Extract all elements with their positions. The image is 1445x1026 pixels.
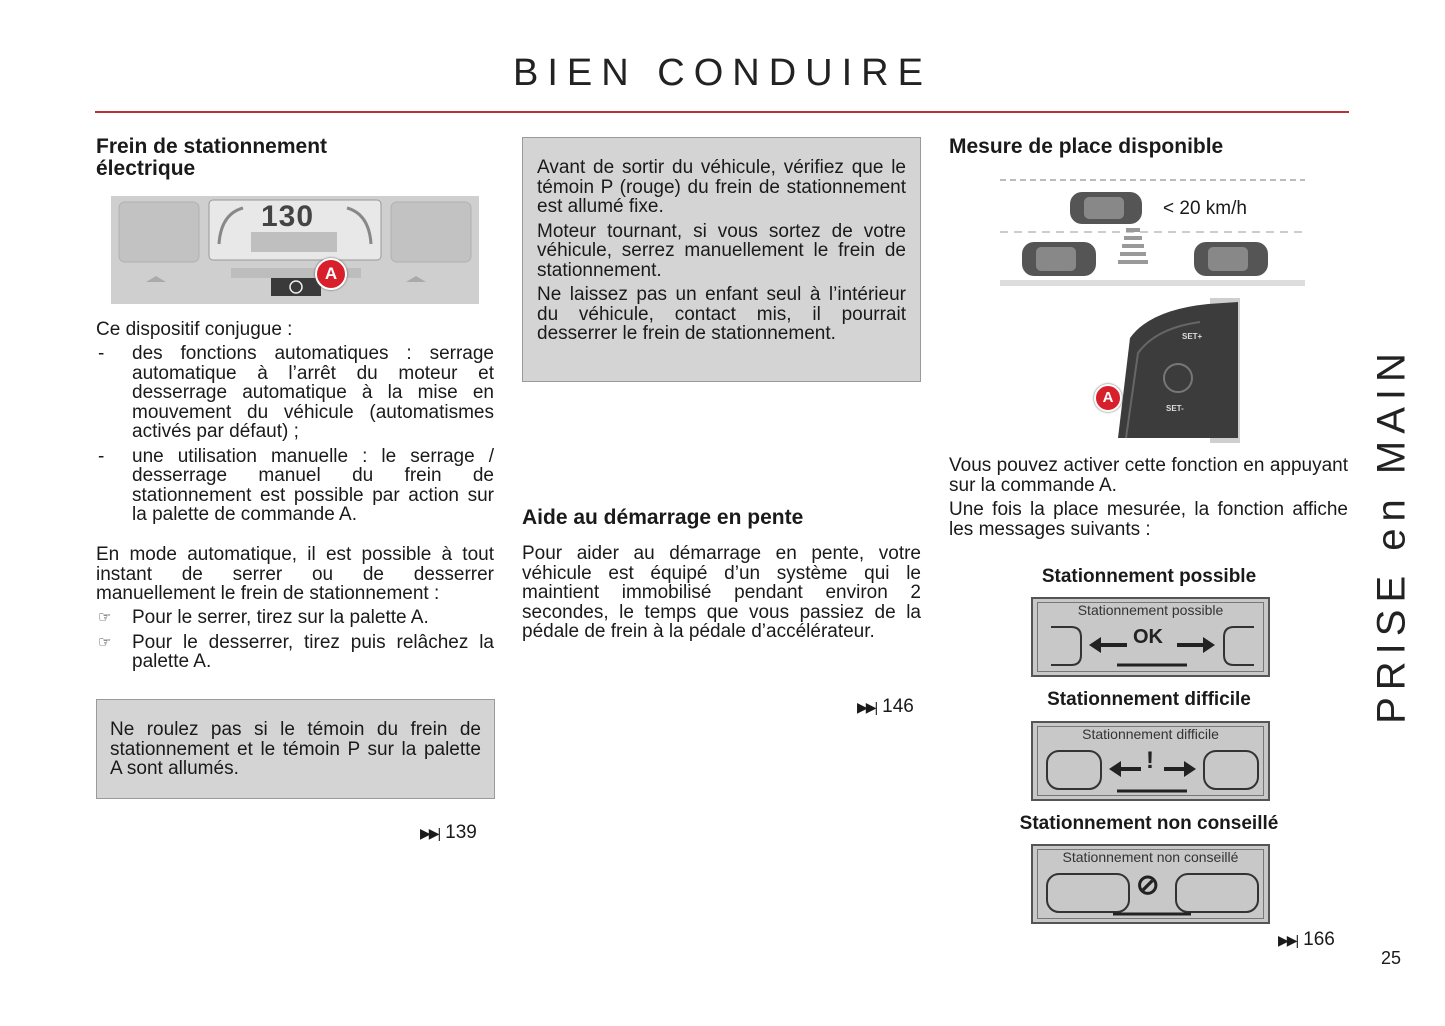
marker-a-badge: A	[1094, 384, 1122, 412]
page-reference-166[interactable]: ▶▶| 166	[1278, 929, 1335, 950]
list-item: ☞ Pour le serrer, tirez sur la palette A.	[98, 607, 429, 628]
stalk-control-figure	[1090, 298, 1240, 443]
marker-a-badge: A	[315, 258, 347, 290]
activation-paragraph: Vous pouvez activer cette fonction en appuyant sur la commande A.	[949, 455, 1348, 496]
page-number: 25	[1381, 948, 1402, 968]
intro-text: Ce dispositif conjugue :	[96, 319, 293, 340]
display-parking-not-advised: Stationnement non conseillé ⊘	[1031, 844, 1270, 924]
messages-paragraph: Une fois la place mesurée, la fonction affiche les messages suivants :	[949, 499, 1348, 540]
speed-readout: 130	[261, 200, 315, 233]
state-heading-not-advised: Stationnement non conseillé	[1019, 813, 1279, 834]
brake-actions-list	[96, 608, 494, 677]
skip-forward-icon: ▶▶|	[1278, 932, 1298, 948]
parked-car-right-icon	[1194, 242, 1268, 276]
section-heading-parking-brake: Frein de stationnement électrique	[96, 135, 328, 180]
warning-note-box: Ne roulez pas si le témoin du frein de stationnement et le témoin P sur la palette A sont allumés.	[96, 699, 495, 799]
parking-space-diagram	[1000, 172, 1305, 290]
section-heading-space-measure: Mesure de place disponible	[949, 135, 1224, 158]
list-item: ☞ Pour le desserrer, tirez puis relâchez la palette A.	[98, 631, 494, 672]
list-item: - une utilisation manuelle : le serrage / desserrage manuel du frein de stationnement est possible par action sur la palette de commande A.	[98, 445, 494, 525]
sensor-waves-icon	[1118, 228, 1148, 264]
state-heading-difficult: Stationnement difficile	[1047, 689, 1251, 710]
hill-start-paragraph: Pour aider au démarrage en pente, votre véhicule est équipé d’un système qui le maintient immobilisé pendant environ 2 secondes, le temps que vous passiez de la pédale de frein à la pédale d’accélérateur.	[522, 543, 921, 642]
pointing-hand-icon: ☞	[98, 609, 112, 626]
list-item: - des fonctions automatiques : serrage automatique à l’arrêt du moteur et desserrage automatique à la mise en mouvement du véhicule (automatismes activés par défaut) ;	[98, 343, 494, 442]
page-title: BIEN CONDUIRE	[513, 52, 932, 94]
warning-exclamation-icon: !	[1146, 747, 1154, 774]
skip-forward-icon: ▶▶|	[857, 699, 877, 715]
state-heading-possible: Stationnement possible	[1041, 566, 1257, 587]
info-box: Avant de sortir du véhicule, vérifiez que le témoin P (rouge) du frein de stationnement est allumé fixe. Moteur tournant, si vous sortez de votre véhicule, serrez manuellement le frein de stationnement. Ne laissez pas un enfant seul à l’intérieur du véhicule, contact mis, il pourrait desserrer le frein de stationnement.	[522, 137, 921, 382]
display-parking-difficult: Stationnement difficile !	[1031, 721, 1270, 801]
pointing-hand-icon: ☞	[98, 633, 112, 651]
skip-forward-icon: ▶▶|	[420, 825, 440, 841]
section-heading-hill-start: Aide au démarrage en pente	[522, 506, 804, 529]
speed-limit-label: < 20 km/h	[1163, 198, 1247, 219]
page-reference-139[interactable]: ▶▶| 139	[420, 822, 477, 843]
instrument-cluster-figure	[111, 196, 479, 304]
set-minus-label: SET-	[1166, 404, 1184, 413]
display-parking-possible: Stationnement possible OK	[1031, 597, 1270, 677]
auto-mode-paragraph: En mode automatique, il est possible à tout instant de serrer ou de desserrer manuellement le frein de stationnement :	[96, 544, 494, 604]
title-divider	[95, 111, 1349, 113]
parked-car-left-icon	[1022, 242, 1096, 276]
page-reference-146[interactable]: ▶▶| 146	[857, 696, 914, 717]
set-plus-label: SET+	[1182, 332, 1203, 341]
moving-car-icon	[1070, 192, 1142, 224]
stalk-drawing	[1090, 298, 1240, 443]
ok-symbol: OK	[1133, 626, 1163, 648]
auto-manual-list	[96, 344, 494, 530]
prohibited-icon: ⊘	[1136, 869, 1160, 900]
cars-drawing	[1000, 172, 1305, 290]
side-section-label: PRISE en MAIN	[1369, 346, 1414, 724]
